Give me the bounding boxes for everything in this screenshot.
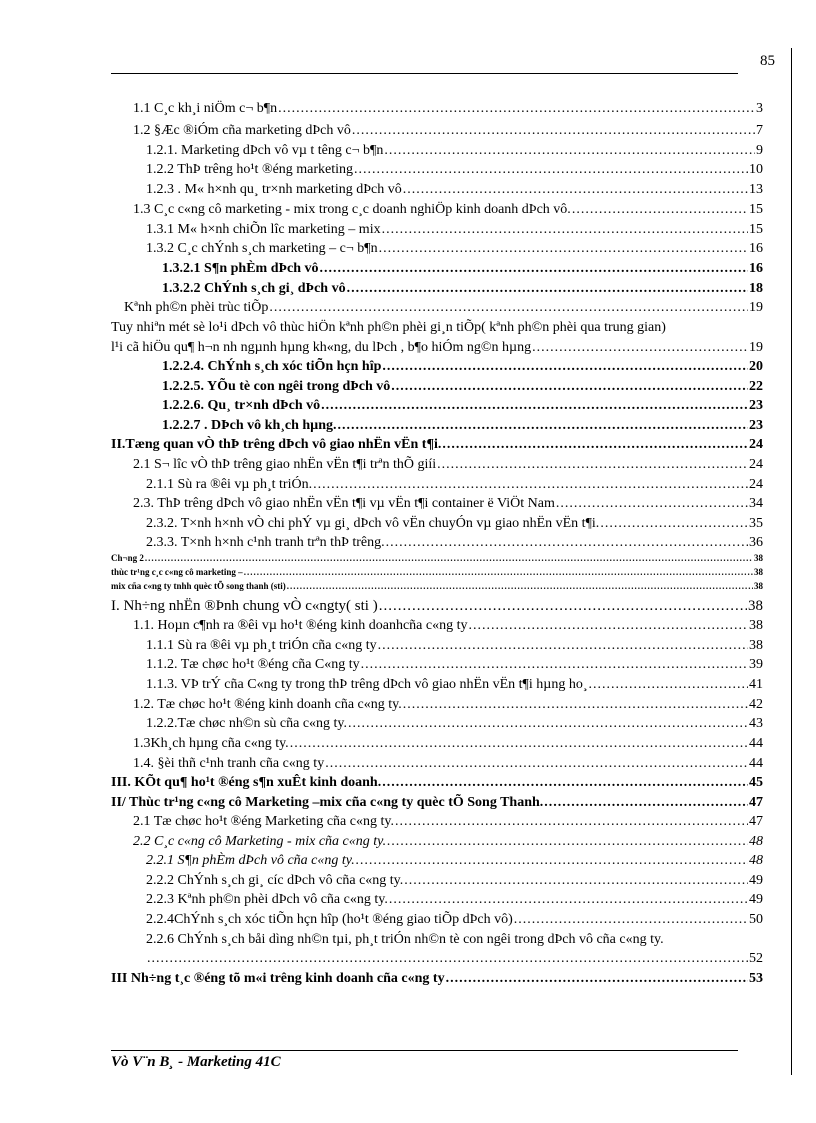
toc-entry[interactable]: [133, 833, 763, 851]
toc-entry[interactable]: [146, 656, 763, 674]
toc-entry-title: 1.2.2.7 . DÞch vô kh¸ch hµng.: [162, 418, 337, 433]
toc-entry[interactable]: [133, 813, 763, 831]
toc-entry-title: 1.3.2.1 S¶n phÈm dÞch vô: [162, 261, 319, 276]
toc-entry[interactable]: [111, 581, 763, 592]
toc-leader: [382, 221, 748, 239]
toc-leader: [379, 597, 747, 615]
toc-entry[interactable]: [146, 676, 763, 694]
toc-entry-title: 1.2.2.5. YÕu tè con ngêi trong dÞch vô: [162, 379, 391, 394]
toc-entry-title: 1.2.2.Tæ chøc nh©n sù cña c«ng ty.: [146, 716, 348, 731]
footer-rule: [111, 1050, 738, 1051]
toc-entry-page: 47: [749, 795, 763, 810]
toc-leader: [278, 100, 755, 118]
toc-leader: [572, 201, 748, 219]
toc-entry-title: 1.2. Tæ chøc ho¹t ®éng kinh doanh cña c«ng ty.: [133, 697, 402, 712]
toc-leader: [556, 495, 748, 513]
toc-entry-page: 15: [749, 202, 763, 217]
toc-entry[interactable]: [146, 515, 763, 533]
toc-entry-title: 1.1. Hoµn c¶nh ra ®êi vµ ho¹t ®éng kinh doanhcña c«ng ty: [133, 618, 468, 633]
toc-leader: [589, 676, 748, 694]
toc-leader: [145, 553, 753, 564]
toc-leader: [442, 436, 748, 454]
toc-entry-page: 7: [756, 123, 763, 138]
toc-entry-page: 38: [749, 618, 763, 633]
toc-entry-title: 1.1.2. Tæ chøc ho¹t ®éng cña C«ng ty: [146, 657, 360, 672]
toc-entry-title: Ch¬ng 2: [111, 553, 144, 563]
header-rule: [111, 73, 738, 74]
toc-paragraph-line: Tuy nhiªn mét sè lo¹i dÞch vô thùc hiÖn kªnh ph©n phèi gi¸n tiÕp( kªnh ph©n phèi qua trung gian): [111, 320, 666, 335]
toc-entry-page: 16: [749, 261, 763, 276]
toc-entry[interactable]: [146, 637, 763, 655]
toc-entry-page: 38: [754, 567, 763, 577]
toc-leader: [403, 181, 748, 199]
toc-leader: [356, 852, 748, 870]
toc-entry[interactable]: [146, 872, 763, 890]
toc-entry[interactable]: [111, 794, 763, 812]
toc-leader: [404, 872, 748, 890]
toc-entry[interactable]: [162, 260, 763, 278]
toc-entry-page: 19: [749, 340, 763, 355]
toc-entry[interactable]: [111, 339, 763, 357]
toc-entry-page: 36: [749, 535, 763, 550]
toc-entry-title: 2.3.3. T×nh h×nh c¹nh tranh trªn thÞ trêng.: [146, 535, 385, 550]
toc-leader: [347, 280, 748, 298]
toc-paragraph-line: 2.2.6 ChÝnh s¸ch båi dìng nh©n tµi, ph¸t triÓn nh©n tè con ngêi trong dÞch vô cña c«ng ty.: [146, 932, 664, 947]
toc-entry-title: I. Nh÷ng nhËn ®Þnh chung vÒ c«ngty( sti ): [111, 598, 378, 614]
toc-entry[interactable]: [162, 397, 763, 415]
toc-leader: [382, 358, 748, 376]
toc-leader: [338, 417, 748, 435]
toc-entry-page: 44: [749, 736, 763, 751]
toc-leader: [321, 397, 748, 415]
toc-entry-page: 16: [749, 241, 763, 256]
toc-entry-title: 1.3Kh¸ch hµng cña c«ng ty.: [133, 736, 289, 751]
toc-entry-title: 2.3.2. T×nh h×nh vÒ chi phÝ vµ gi¸ dÞch vô vËn chuyÓn vµ giao nhËn vËn t¶i.: [146, 516, 600, 531]
toc-entry[interactable]: [111, 970, 763, 988]
toc-leader: [391, 378, 748, 396]
toc-entry-title: 1.1.3. VÞ trÝ cña C«ng ty trong thÞ trêng dÞch vô giao nhËn vËn t¶i hµng ho¸: [146, 677, 588, 692]
toc-entry-page: 48: [749, 853, 763, 868]
toc-entry-page: 38: [749, 638, 763, 653]
toc-entry-title: 2.2.3 Kªnh ph©n phèi dÞch vô cña c«ng ty.: [146, 892, 388, 907]
toc-entry[interactable]: [146, 181, 763, 199]
toc-leader: [386, 534, 748, 552]
toc-leader: [290, 735, 748, 753]
toc-entry-page: 18: [749, 281, 763, 296]
toc-entry[interactable]: [162, 378, 763, 396]
toc-entry[interactable]: [146, 950, 763, 968]
toc-entry-page: 43: [749, 716, 763, 731]
toc-leader: [320, 260, 748, 278]
toc-entry-title: 1.1.1 Sù ra ®êi vµ ph¸t triÓn cña c«ng ty: [146, 638, 377, 653]
toc-entry-page: 49: [749, 873, 763, 888]
toc-entry[interactable]: [146, 142, 763, 160]
toc-entry[interactable]: [133, 735, 763, 753]
toc-leader: [437, 456, 748, 474]
toc-entry-page: 15: [749, 222, 763, 237]
toc-entry-page: 35: [749, 516, 763, 531]
toc-leader: [382, 774, 748, 792]
toc-leader: [352, 122, 755, 140]
toc-entry-page: 10: [749, 162, 763, 177]
toc-leader: [313, 476, 748, 494]
toc-entry-page: 22: [749, 379, 763, 394]
toc-entry-page: 9: [756, 143, 763, 158]
toc-entry-title: 2.1 Tæ chøc ho¹t ®éng Marketing cña c«ng ty.: [133, 814, 394, 829]
toc-entry-title: 1.3.1 M« h×nh chiÕn lîc marketing – mix: [146, 222, 381, 237]
toc-entry[interactable]: [162, 358, 763, 376]
toc-entry-page: 13: [749, 182, 763, 197]
toc-leader: [348, 715, 748, 733]
toc-entry-page: 19: [749, 300, 763, 315]
toc-entry-title: 2.1 S¬ lîc vÒ thÞ trêng giao nhËn vËn t¶i trªn thÕ giíi: [133, 457, 437, 472]
toc-entry[interactable]: [146, 852, 763, 870]
toc-entry[interactable]: [133, 495, 763, 513]
toc-leader: [269, 299, 748, 317]
toc-entry-page: 24: [749, 477, 763, 492]
toc-entry-title: 2.1.1 Sù ra ®êi vµ ph¸t triÓn.: [146, 477, 313, 492]
toc-leader: [514, 911, 748, 929]
toc-leader: [446, 970, 748, 988]
toc-entry[interactable]: [133, 617, 763, 635]
footer-author: Vò V¨n B¸ - Marketing 41C: [111, 1054, 281, 1070]
toc-leader: [354, 161, 748, 179]
toc-entry-page: 49: [749, 892, 763, 907]
right-margin-bar: [791, 48, 792, 1075]
toc-entry-page: 44: [749, 756, 763, 771]
toc-leader: [532, 339, 748, 357]
toc-entry-page: 38: [754, 581, 763, 591]
toc-entry-title: III. KÕt qu¶ ho¹t ®éng s¶n xuÊt kinh doanh.: [111, 775, 382, 790]
toc-entry[interactable]: [133, 456, 763, 474]
toc-entry-page: 50: [749, 912, 763, 927]
toc-entry[interactable]: [146, 911, 763, 929]
toc-entry[interactable]: [133, 696, 763, 714]
toc-entry[interactable]: [146, 476, 763, 494]
toc-entry-page: 20: [749, 359, 763, 374]
toc-entry-title: 1.2 §Æc ®iÓm cña marketing dÞch vô: [133, 123, 351, 138]
toc-entry[interactable]: [133, 755, 763, 773]
toc-entry-page: 23: [749, 398, 763, 413]
toc-entry-title: 2.2.4ChÝnh s¸ch xóc tiÕn hçn hîp (ho¹t ®éng giao tiÕp dÞch vô): [146, 912, 513, 927]
toc-leader: [379, 240, 748, 258]
toc-entry-title: II/ Thùc tr¹ng c«ng cô Marketing –mix cña c«ng ty quèc tÕ Song Thanh.: [111, 795, 544, 810]
toc-entry[interactable]: [146, 221, 763, 239]
toc-entry-page: 53: [749, 971, 763, 986]
toc-leader: [600, 515, 748, 533]
toc-entry[interactable]: [146, 891, 763, 909]
toc-entry-title: 2.2 C¸c c«ng cô Marketing - mix cña c«ng ty.: [133, 834, 387, 849]
toc-entry-title: 1.3.2 C¸c chÝnh s¸ch marketing – c¬ b¶n: [146, 241, 378, 256]
toc-entry-title: 1.4. §èi thñ c¹nh tranh cña c«ng ty: [133, 756, 325, 771]
toc-entry[interactable]: [111, 436, 763, 454]
toc-leader: [387, 833, 748, 851]
toc-entry-title: 1.2.2.4. ChÝnh s¸ch xóc tiÕn hçn hîp: [162, 359, 382, 374]
toc-entry-page: 34: [749, 496, 763, 511]
toc-entry-title: 1.1 C¸c kh¸i niÖm c¬ b¶n: [133, 101, 278, 116]
toc-entry[interactable]: [111, 597, 763, 615]
toc-entry[interactable]: [111, 774, 763, 792]
toc-entry-page: 24: [749, 437, 763, 452]
toc-entry[interactable]: [162, 280, 763, 298]
toc-entry-page: 38: [754, 553, 763, 563]
toc-entry-page: 24: [749, 457, 763, 472]
toc-entry-page: 39: [749, 657, 763, 672]
toc-entry-page: 38: [748, 598, 763, 614]
toc-entry[interactable]: [111, 567, 763, 578]
toc-leader: [378, 637, 748, 655]
toc-leader: [389, 891, 748, 909]
toc-leader: [469, 617, 749, 635]
toc-entry-title: 1.2.2 ThÞ trêng ho¹t ®éng marketing: [146, 162, 354, 177]
toc-entry-title: 1.2.3 . M« h×nh qu¸ tr×nh marketing dÞch vô: [146, 182, 402, 197]
toc-leader: [244, 567, 753, 578]
toc-leader: [403, 696, 748, 714]
toc-entry-page: 23: [749, 418, 763, 433]
toc-entry-title: III Nh÷ng t¸c ®éng tõ m«i trêng kinh doanh cña c«ng ty: [111, 971, 445, 986]
toc-entry-title: mix cña c«ng ty tnhh quèc tÕ song thanh (sti): [111, 581, 286, 591]
toc-entry-title: l¹i cã hiÖu qu¶ h¬n nh ngµnh hµng kh«ng, du lÞch , b¶o hiÓm ng©n hµng: [111, 340, 532, 355]
toc-entry-title: 1.2.1. Marketing dÞch vô vµ t têng c¬ b¶n: [146, 143, 384, 158]
toc-entry-title: thùc tr¹ng c¸c c«ng cô marketing –: [111, 567, 243, 577]
toc-leader: [147, 950, 748, 968]
toc-entry-page: 48: [749, 834, 763, 849]
toc-entry-title: 2.3. ThÞ trêng dÞch vô giao nhËn vËn t¶i vµ vËn t¶i container ë ViÖt Nam: [133, 496, 555, 511]
toc-entry[interactable]: [146, 534, 763, 552]
toc-entry[interactable]: [162, 417, 763, 435]
toc-leader: [384, 142, 755, 160]
toc-leader: [325, 755, 748, 773]
toc-entry-page: 52: [749, 951, 763, 966]
toc-entry-title: 1.3.2.2 ChÝnh s¸ch gi¸ dÞch vô: [162, 281, 346, 296]
toc-entry-page: 41: [749, 677, 763, 692]
toc-entry-page: 47: [749, 814, 763, 829]
toc-entry-title: 2.2.1 S¶n phÈm dÞch vô cña c«ng ty.: [146, 853, 355, 868]
toc-entry-page: 3: [756, 101, 763, 116]
page-number: 85: [760, 53, 775, 69]
toc-entry-title: 1.3 C¸c c«ng cô marketing - mix trong c¸c doanh nghiÖp kinh doanh dÞch vô.: [133, 202, 571, 217]
toc-entry-page: 45: [749, 775, 763, 790]
toc-leader: [287, 581, 753, 592]
toc-entry[interactable]: [146, 715, 763, 733]
toc-leader: [361, 656, 748, 674]
toc-entry[interactable]: [133, 201, 763, 219]
toc-leader: [544, 794, 748, 812]
toc-entry[interactable]: [111, 553, 763, 564]
toc-entry[interactable]: [146, 161, 763, 179]
toc-entry-title: 2.2.2 ChÝnh s¸ch gi¸ cíc dÞch vô cña c«ng ty.: [146, 873, 404, 888]
toc-entry-title: Kªnh ph©n phèi trùc tiÕp: [124, 300, 269, 315]
toc-entry[interactable]: [133, 122, 763, 140]
toc-entry[interactable]: [124, 299, 763, 317]
toc-entry-title: II.Tæng quan vÒ thÞ trêng dÞch vô giao nhËn vËn t¶i.: [111, 437, 442, 452]
toc-entry[interactable]: [146, 240, 763, 258]
toc-entry[interactable]: [133, 100, 763, 118]
toc-leader: [395, 813, 748, 831]
toc-entry-title: 1.2.2.6. Qu¸ tr×nh dÞch vô: [162, 398, 321, 413]
toc-entry-page: 42: [749, 697, 763, 712]
